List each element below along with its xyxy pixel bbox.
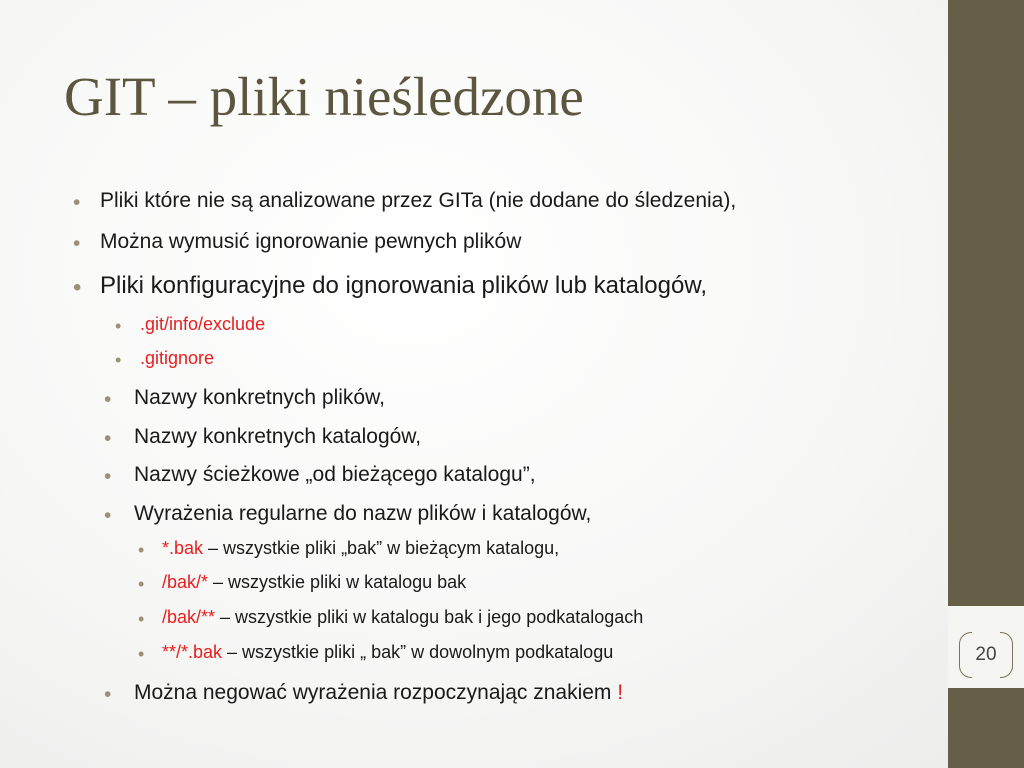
left-brace-icon bbox=[959, 632, 972, 678]
bullet-icon: • bbox=[104, 683, 112, 706]
page-number bbox=[959, 632, 1013, 678]
pattern-code: /bak/** bbox=[162, 607, 216, 627]
bullet-item bbox=[134, 502, 591, 526]
pattern-description: – wszystkie pliki „ bak” w dowolnym podkatalogu bbox=[222, 642, 614, 662]
bullet-item bbox=[162, 642, 613, 663]
bullet-item bbox=[100, 230, 521, 254]
bullet-item bbox=[134, 681, 623, 705]
bullet-text: Można wymusić ignorowanie pewnych plików bbox=[100, 230, 522, 253]
right-brace-icon bbox=[1000, 632, 1013, 678]
bullet-item bbox=[162, 538, 559, 559]
bullet-icon: • bbox=[138, 609, 145, 629]
bullet-text: Nazwy konkretnych plików, bbox=[134, 386, 385, 409]
bullet-item bbox=[134, 425, 421, 449]
bullet-item bbox=[134, 386, 385, 410]
slide-title: GIT – pliki nieśledzone bbox=[64, 66, 584, 127]
pattern-code: *.bak bbox=[162, 538, 204, 558]
pattern-description: – wszystkie pliki „bak” w bieżącym katalogu, bbox=[203, 538, 560, 558]
negation-char: ! bbox=[617, 681, 624, 704]
bullet-icon: • bbox=[104, 388, 112, 411]
pattern-description: – wszystkie pliki w katalogu bak i jego podkatalogach bbox=[215, 607, 644, 627]
bullet-text: Pliki które nie są analizowane przez GITa (nie dodane do śledzenia), bbox=[100, 189, 737, 212]
bullet-icon: • bbox=[73, 274, 82, 301]
bullet-icon: • bbox=[73, 232, 81, 255]
pattern-description: – wszystkie pliki w katalogu bak bbox=[208, 572, 467, 592]
bullet-icon: • bbox=[138, 574, 145, 594]
page-number-text: 20 bbox=[975, 644, 997, 665]
bullet-item bbox=[140, 314, 265, 335]
bullet-icon: • bbox=[138, 540, 145, 560]
bullet-text: Nazwy ścieżkowe „od bieżącego katalogu”, bbox=[134, 463, 536, 486]
bullet-icon: • bbox=[115, 350, 122, 370]
bullet-icon: • bbox=[104, 504, 112, 527]
code-path: .gitignore bbox=[140, 348, 215, 368]
bullet-icon: • bbox=[138, 644, 145, 664]
bullet-item bbox=[162, 572, 466, 593]
pattern-code: /bak/* bbox=[162, 572, 209, 592]
bullet-text: Można negować wyrażenia rozpoczynając znakiem bbox=[134, 681, 618, 704]
bullet-text: Pliki konfiguracyjne do ignorowania plików lub katalogów, bbox=[100, 272, 708, 299]
bullet-item bbox=[100, 189, 736, 213]
bullet-text: Nazwy konkretnych katalogów, bbox=[134, 425, 422, 448]
bullet-item bbox=[134, 463, 536, 487]
code-path: .git/info/exclude bbox=[140, 314, 266, 334]
bullet-text: Wyrażenia regularne do nazw plików i katalogów, bbox=[134, 502, 592, 525]
bullet-item bbox=[140, 348, 214, 369]
bullet-icon: • bbox=[104, 427, 112, 450]
bullet-item bbox=[100, 272, 707, 300]
bullet-icon: • bbox=[115, 316, 122, 336]
bullet-icon: • bbox=[73, 191, 81, 214]
pattern-code: **/*.bak bbox=[162, 642, 223, 662]
bullet-icon: • bbox=[104, 465, 112, 488]
bullet-item bbox=[162, 607, 643, 628]
